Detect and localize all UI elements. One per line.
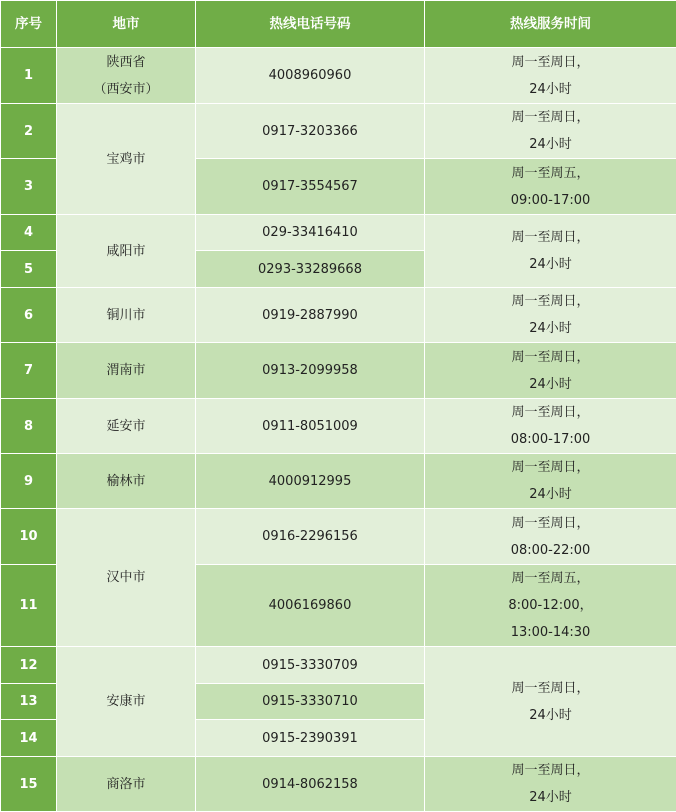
table-row — [1, 104, 676, 159]
phone-cell: 4008960960 — [196, 48, 425, 104]
hours-time: 08:00-17:00 — [425, 426, 676, 453]
table-row — [1, 343, 676, 399]
city-cell — [57, 48, 196, 104]
row-index: 13 — [1, 684, 57, 720]
table-row — [1, 215, 676, 251]
hours-cell — [425, 215, 676, 288]
hours-days: 周一至周日， — [425, 454, 676, 481]
hours-cell — [425, 757, 676, 812]
phone-cell: 0915-3330709 — [196, 647, 425, 684]
row-index: 10 — [1, 509, 57, 565]
hours-days: 周一至周日， — [425, 675, 676, 702]
hours-cell — [425, 565, 676, 647]
row-index: 8 — [1, 399, 57, 454]
city-cell: 汉中市 — [57, 509, 196, 647]
hours-days: 周一至周日， — [425, 104, 676, 131]
row-index: 1 — [1, 48, 57, 104]
hours-time: 24小时 — [425, 371, 676, 398]
phone-cell: 029-33416410 — [196, 215, 425, 251]
city-cell: 咸阳市 — [57, 215, 196, 288]
city-name: 陕西省 — [57, 49, 195, 76]
hours-time: 08:00-22:00 — [425, 537, 676, 564]
row-index: 3 — [1, 159, 57, 215]
hours-cell — [425, 104, 676, 159]
hours-days: 周一至周五， — [425, 160, 676, 187]
hours-time: 24小时 — [425, 315, 676, 342]
hours-time: 24小时 — [425, 131, 676, 158]
row-index: 5 — [1, 251, 57, 288]
phone-cell: 0911-8051009 — [196, 399, 425, 454]
phone-cell: 0916-2296156 — [196, 509, 425, 565]
row-index: 2 — [1, 104, 57, 159]
row-index: 15 — [1, 757, 57, 812]
header-city: 地市 — [57, 1, 196, 48]
hours-cell — [425, 509, 676, 565]
hours-time: 24小时 — [425, 702, 676, 729]
city-cell: 安康市 — [57, 647, 196, 757]
city-cell: 渭南市 — [57, 343, 196, 399]
hours-cell — [425, 343, 676, 399]
table-row — [1, 509, 676, 565]
phone-cell: 0915-2390391 — [196, 720, 425, 757]
phone-cell: 0913-2099958 — [196, 343, 425, 399]
hours-time-extra: 13:00-14:30 — [425, 619, 676, 646]
hours-cell — [425, 48, 676, 104]
city-cell: 铜川市 — [57, 288, 196, 343]
hours-time: 09:00-17:00 — [425, 187, 676, 214]
phone-cell: 4006169860 — [196, 565, 425, 647]
city-cell: 延安市 — [57, 399, 196, 454]
hours-time: 24小时 — [425, 251, 676, 278]
table-row — [1, 399, 676, 454]
hours-time: 8:00-12:00， — [425, 592, 676, 619]
phone-cell: 0915-3330710 — [196, 684, 425, 720]
hours-cell — [425, 399, 676, 454]
hours-days: 周一至周日， — [425, 49, 676, 76]
city-cell: 榆林市 — [57, 454, 196, 509]
phone-cell: 0914-8062158 — [196, 757, 425, 812]
row-index: 6 — [1, 288, 57, 343]
row-index: 12 — [1, 647, 57, 684]
hours-time: 24小时 — [425, 784, 676, 811]
header-phone: 热线电话号码 — [196, 1, 425, 48]
header-row — [1, 1, 676, 48]
city-name-sub: （西安市） — [57, 76, 195, 103]
phone-cell: 0917-3554567 — [196, 159, 425, 215]
table-row — [1, 454, 676, 509]
table-row — [1, 647, 676, 684]
phone-cell: 4000912995 — [196, 454, 425, 509]
hours-days: 周一至周五， — [425, 565, 676, 592]
row-index: 7 — [1, 343, 57, 399]
hours-days: 周一至周日， — [425, 224, 676, 251]
hours-cell — [425, 159, 676, 215]
header-index: 序号 — [1, 1, 57, 48]
hours-days: 周一至周日， — [425, 510, 676, 537]
city-cell: 商洛市 — [57, 757, 196, 812]
table-row — [1, 757, 676, 812]
hours-days: 周一至周日， — [425, 288, 676, 315]
hours-days: 周一至周日， — [425, 757, 676, 784]
hours-time: 24小时 — [425, 76, 676, 103]
hours-time: 24小时 — [425, 481, 676, 508]
table-row — [1, 288, 676, 343]
phone-cell: 0917-3203366 — [196, 104, 425, 159]
city-cell: 宝鸡市 — [57, 104, 196, 215]
hours-days: 周一至周日， — [425, 399, 676, 426]
hours-cell — [425, 454, 676, 509]
header-hours: 热线服务时间 — [425, 1, 676, 48]
row-index: 9 — [1, 454, 57, 509]
hours-days: 周一至周日， — [425, 344, 676, 371]
row-index: 14 — [1, 720, 57, 757]
hours-cell — [425, 647, 676, 757]
row-index: 11 — [1, 565, 57, 647]
row-index: 4 — [1, 215, 57, 251]
phone-cell: 0919-2887990 — [196, 288, 425, 343]
hours-cell — [425, 288, 676, 343]
phone-cell: 0293-33289668 — [196, 251, 425, 288]
table-row — [1, 48, 676, 104]
